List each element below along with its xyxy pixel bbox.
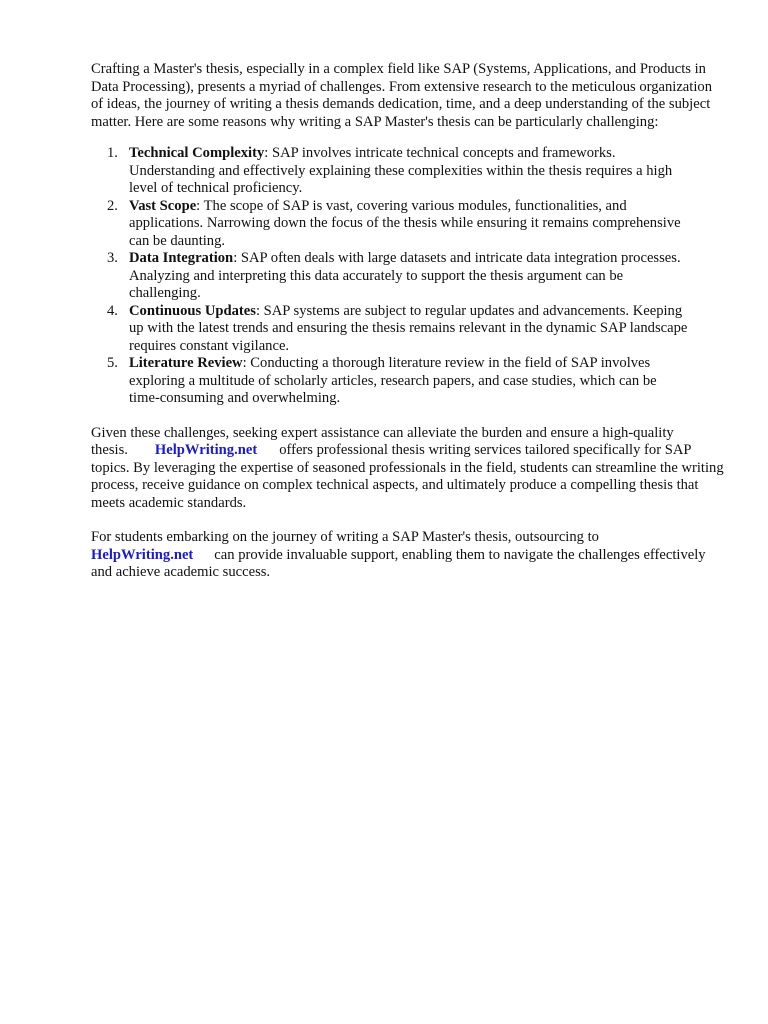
students-paragraph (91, 529, 711, 582)
reason-item-vast-scope (91, 198, 691, 251)
reason-number: 1. (107, 145, 118, 161)
helpwriting-link[interactable]: HelpWriting.net (91, 546, 194, 563)
reason-text: : SAP systems are subject to regular updates and advancements. Keeping up with the latest trends and ensuring the thesis remains relevant in the dynamic SAP landscape requires constant vigilance. (129, 302, 688, 354)
reason-text: : The scope of SAP is vast, covering various modules, functionalities, and applications. Narrowing down the focus of the thesis while ensuring it remains comprehensive can be daunting. (129, 197, 681, 249)
assistance-text-before: Given these challenges, seeking expert assistance can alleviate the burden and ensure a high-quality thesis. (91, 424, 674, 458)
reason-title: Vast Scope (129, 197, 197, 214)
students-text-after: can provide invaluable support, enabling them to navigate the challenges effectively and achieve academic success. (91, 546, 706, 580)
reason-number: 4. (107, 302, 118, 319)
reason-number: 5. (107, 355, 118, 371)
reason-number: 2. (107, 197, 118, 214)
reasons-list (91, 145, 691, 408)
reason-item-data-integration (91, 250, 691, 303)
reason-text: : SAP involves intricate technical concepts and frameworks. Understanding and effectively explaining these complexities within the thesis requires a high level of technical proficiency. (129, 145, 673, 196)
assistance-text-after: offers professional thesis writing services tailored specifically for SAP topics. By leveraging the expertise of seasoned professionals in the field, students can streamline the writing process, receive guidance on complex technical aspects, and ultimately produce a compelling thesis that meets academic standards. (91, 442, 724, 511)
intro-paragraph: Crafting a Master's thesis, especially in a complex field like SAP (Systems, Applications, and Products in Data Processing), presents a myriad of challenges. From extensive research to the meticulous organization of ideas, the journey of writing a thesis demands dedication, time, and a deep understanding of the subject matter. Here are some reasons why writing a SAP Master's thesis can be particularly challenging: (91, 61, 712, 130)
reason-text: : Conducting a thorough literature review in the field of SAP involves exploring a multitude of scholarly articles, research papers, and case studies, which can be time-consuming and overwhelming. (129, 355, 657, 406)
reason-number: 3. (107, 250, 118, 266)
reason-title: Continuous Updates (129, 302, 256, 319)
reason-text: : SAP often deals with large datasets and intricate data integration processes. Analyzing and interpreting this data accurately to support the thesis argument can be challenging. (129, 250, 681, 301)
reason-item-continuous-updates (91, 303, 691, 356)
reason-item-literature-review (91, 355, 691, 408)
reason-title: Technical Complexity (129, 145, 265, 161)
helpwriting-link[interactable]: HelpWriting.net (154, 442, 258, 458)
assistance-paragraph (91, 425, 731, 513)
reason-item-technical-complexity (91, 145, 691, 198)
students-text-before: For students embarking on the journey of writing a SAP Master's thesis, outsourcing to (91, 529, 599, 545)
reason-title: Data Integration (129, 250, 234, 266)
reason-title: Literature Review (129, 355, 243, 371)
